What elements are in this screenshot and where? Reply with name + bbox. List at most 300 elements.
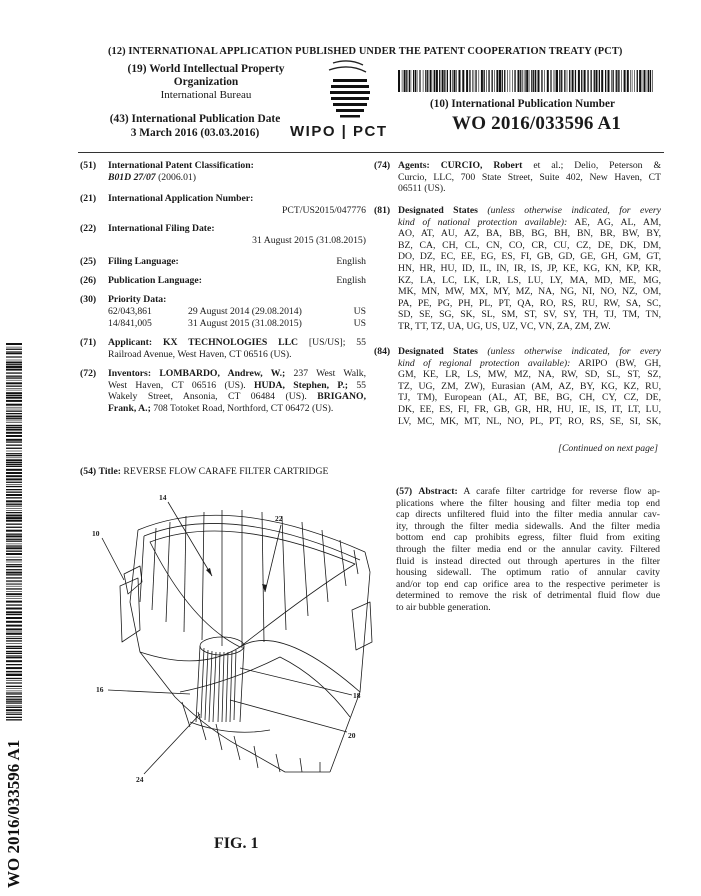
barcode-bar bbox=[6, 469, 22, 471]
barcode-bar bbox=[648, 70, 649, 92]
callout-18: 18 bbox=[353, 691, 361, 700]
wipo-pct-wordmark: WIPO | PCT bbox=[290, 123, 388, 140]
barcode-bar bbox=[6, 506, 22, 507]
barcode-bar bbox=[398, 70, 400, 92]
barcode-bar bbox=[452, 70, 453, 92]
barcode-bar bbox=[581, 70, 582, 92]
state-codes-line: HN, HR, HU, ID, IL, IN, IR, IS, JP, KE, KG, KN, KP, KR, bbox=[398, 262, 661, 274]
barcode-bar bbox=[6, 680, 22, 681]
barcode-bar bbox=[561, 70, 562, 92]
barcode-bar bbox=[439, 70, 440, 92]
barcode-bar bbox=[6, 541, 22, 542]
barcode-bar bbox=[644, 70, 646, 92]
publication-number: WO 2016/033596 A1 bbox=[452, 113, 622, 134]
field-71 bbox=[108, 337, 366, 360]
barcode-bar bbox=[6, 660, 22, 662]
barcode-bar bbox=[6, 564, 22, 565]
barcode-bar bbox=[594, 70, 595, 92]
barcode-bar bbox=[6, 544, 22, 545]
field-51-number: (51) bbox=[80, 160, 97, 171]
barcode-bar bbox=[6, 625, 22, 627]
barcode-bar bbox=[555, 70, 556, 92]
barcode-bar bbox=[627, 70, 629, 92]
barcode-bar bbox=[6, 464, 22, 465]
barcode-bar bbox=[475, 70, 476, 92]
invention-title: REVERSE FLOW CARAFE FILTER CARTRIDGE bbox=[123, 466, 329, 477]
callout-10: 10 bbox=[92, 529, 100, 538]
abstract-line: and/or top end cap orifice area to the respective perimeter is bbox=[396, 578, 660, 590]
state-codes-line: SD, SE, SG, SK, SL, SM, ST, SV, SY, TH, TJ, TM, TN, bbox=[398, 309, 661, 321]
barcode-bar bbox=[6, 692, 22, 693]
barcode-bar bbox=[402, 70, 403, 92]
field-84-note: kind of regional protection available): bbox=[398, 357, 571, 369]
barcode-bar bbox=[6, 640, 22, 641]
barcode-bar bbox=[6, 366, 22, 368]
barcode-bar bbox=[6, 445, 22, 446]
state-codes-line: PA, PE, PG, PH, PL, PT, QA, RO, RS, RU, RW, SA, SC, bbox=[398, 297, 661, 309]
barcode-bar bbox=[6, 435, 22, 437]
application-number: PCT/US2015/047776 bbox=[282, 204, 366, 216]
field-54-number: (54) bbox=[80, 466, 97, 477]
barcode-bar bbox=[6, 691, 22, 692]
field-26-label: Publication Language: bbox=[108, 275, 202, 286]
side-barcode bbox=[6, 343, 22, 721]
field-30 bbox=[108, 294, 366, 330]
barcode-bar bbox=[6, 455, 22, 456]
barcode-bar bbox=[442, 70, 444, 92]
barcode-bar bbox=[6, 608, 22, 610]
right-bibliographic-column bbox=[374, 160, 664, 460]
inventor-name: Frank, A.; bbox=[108, 402, 151, 414]
barcode-bar bbox=[6, 349, 22, 350]
abstract-line: to air bubble generation. bbox=[396, 601, 491, 613]
abstract-line: plications where the filter housing and filter media top end bbox=[396, 497, 660, 509]
barcode-bar bbox=[413, 70, 414, 92]
publication-barcode bbox=[398, 70, 654, 92]
barcode-bar bbox=[444, 70, 445, 92]
field-25-number: (25) bbox=[80, 256, 97, 267]
barcode-bar bbox=[616, 70, 617, 92]
field-57-label: Abstract: bbox=[418, 486, 458, 497]
barcode-bar bbox=[535, 70, 536, 92]
abstract-line: housing sidewall. The optimum ratio of annular cavity bbox=[396, 567, 660, 579]
field-81 bbox=[398, 205, 661, 333]
publication-date: 3 March 2016 (03.03.2016) bbox=[130, 127, 260, 139]
barcode-bar bbox=[425, 70, 426, 92]
barcode-bar bbox=[6, 427, 22, 428]
barcode-bar bbox=[6, 462, 22, 463]
agent-name: CURCIO, Robert bbox=[440, 160, 523, 171]
housing-bottom-curve bbox=[175, 697, 330, 772]
barcode-bar bbox=[533, 70, 534, 92]
barcode-bar bbox=[514, 70, 515, 92]
barcode-bar bbox=[502, 70, 503, 92]
barcode-bar bbox=[6, 411, 22, 412]
barcode-bar bbox=[406, 70, 407, 92]
barcode-bar bbox=[6, 664, 22, 665]
barcode-bar bbox=[6, 380, 22, 381]
barcode-bar bbox=[420, 70, 421, 92]
barcode-bar bbox=[554, 70, 555, 92]
barcode-bar bbox=[619, 70, 620, 92]
barcode-bar bbox=[417, 70, 418, 92]
vertical-publication-number-text: WO 2016/033596 A1 bbox=[4, 739, 23, 888]
state-codes-line: AE, AG, AL, AM, bbox=[574, 216, 662, 228]
barcode-bar bbox=[447, 70, 448, 92]
barcode-bar bbox=[6, 598, 22, 599]
barcode-bar bbox=[415, 70, 416, 92]
region-codes-line: ARIPO (BW, GH, bbox=[578, 357, 661, 369]
barcode-bar bbox=[6, 701, 22, 702]
publication-date-block bbox=[100, 112, 290, 140]
barcode-bar bbox=[567, 70, 568, 92]
field-26-number: (26) bbox=[80, 275, 97, 286]
state-codes-line: DO, DZ, EC, EE, EG, ES, FI, GB, GD, GE, GH, GM, GT, bbox=[398, 251, 661, 263]
barcode-bar bbox=[494, 70, 495, 92]
barcode-bar bbox=[6, 699, 22, 700]
barcode-bar bbox=[6, 559, 22, 560]
barcode-bar bbox=[550, 70, 551, 92]
field-54-label: Title: bbox=[98, 466, 121, 477]
barcode-bar bbox=[632, 70, 633, 92]
barcode-bar bbox=[6, 520, 22, 522]
barcode-bar bbox=[6, 390, 22, 391]
vertical-publication-number bbox=[1, 730, 25, 890]
barcode-bar bbox=[6, 441, 22, 442]
barcode-bar bbox=[605, 70, 606, 92]
barcode-bar bbox=[6, 404, 22, 406]
state-codes-line: MK, MN, MW, MX, MY, MZ, NA, NG, NI, NO, NZ, OM, bbox=[398, 286, 661, 298]
barcode-bar bbox=[6, 551, 22, 552]
barcode-bar bbox=[6, 574, 22, 575]
inventor-address: 55 bbox=[356, 379, 366, 391]
barcode-bar bbox=[524, 70, 525, 92]
barcode-bar bbox=[6, 591, 22, 592]
priority-date: 29 August 2014 (29.08.2014) bbox=[188, 305, 302, 317]
barcode-bar bbox=[531, 70, 532, 92]
barcode-bar bbox=[6, 586, 22, 587]
barcode-bar bbox=[6, 696, 22, 697]
barcode-bar bbox=[6, 673, 22, 674]
barcode-bar bbox=[507, 70, 508, 92]
barcode-bar bbox=[587, 70, 588, 92]
barcode-bar bbox=[512, 70, 513, 92]
barcode-bar bbox=[6, 717, 22, 718]
barcode-bar bbox=[6, 643, 22, 644]
barcode-bar bbox=[454, 70, 456, 92]
field-51 bbox=[108, 160, 366, 183]
abstract-line: through the filter media end or the annular cavity. Filtered bbox=[396, 543, 660, 555]
publication-number-label: (10) International Publication Number bbox=[430, 98, 615, 110]
barcode-bar bbox=[6, 425, 22, 426]
barcode-bar bbox=[6, 651, 22, 652]
barcode-bar bbox=[6, 482, 22, 483]
barcode-bar bbox=[6, 583, 22, 584]
barcode-bar bbox=[436, 70, 438, 92]
barcode-bar bbox=[634, 70, 635, 92]
document-kind-title: (12) INTERNATIONAL APPLICATION PUBLISHED UNDER THE PATENT COOPERATION TREATY (PCT) bbox=[108, 46, 623, 57]
barcode-bar bbox=[6, 458, 22, 459]
barcode-bar bbox=[430, 70, 432, 92]
barcode-bar bbox=[450, 70, 451, 92]
barcode-bar bbox=[544, 70, 545, 92]
barcode-bar bbox=[504, 70, 505, 92]
abstract-block bbox=[396, 486, 660, 614]
barcode-bar bbox=[6, 580, 22, 581]
barcode-bar bbox=[6, 448, 22, 449]
barcode-bar bbox=[6, 360, 22, 361]
barcode-bar bbox=[526, 70, 528, 92]
barcode-bar bbox=[474, 70, 475, 92]
barcode-bar bbox=[499, 70, 501, 92]
agent-address: 06511 (US). bbox=[398, 183, 446, 195]
barcode-bar bbox=[564, 70, 565, 92]
field-72 bbox=[108, 368, 366, 414]
field-30-label: Priority Data: bbox=[108, 294, 167, 305]
barcode-bar bbox=[624, 70, 626, 92]
barcode-bar bbox=[518, 70, 520, 92]
field-84-label: Designated States bbox=[398, 346, 478, 357]
barcode-bar bbox=[6, 524, 22, 525]
barcode-bar bbox=[621, 70, 622, 92]
callout-16: 16 bbox=[96, 685, 104, 694]
barcode-bar bbox=[6, 614, 22, 615]
cavity-wall bbox=[140, 640, 360, 692]
inventor-address: Wakely Street, Ansonia, CT 06484 (US). bbox=[108, 391, 307, 403]
barcode-bar bbox=[6, 416, 22, 418]
figure-1-drawing bbox=[80, 482, 380, 822]
barcode-bar bbox=[6, 621, 22, 623]
barcode-bar bbox=[599, 70, 600, 92]
field-22-label: International Filing Date: bbox=[108, 223, 215, 234]
abstract-line: A carafe filter cartridge for reverse flow ap- bbox=[463, 486, 661, 497]
barcode-bar bbox=[6, 392, 22, 394]
field-21 bbox=[108, 193, 366, 216]
barcode-bar bbox=[6, 413, 22, 414]
applicant-name: KX TECHNOLOGIES LLC bbox=[162, 337, 299, 348]
priority-row bbox=[108, 306, 366, 318]
barcode-bar bbox=[6, 683, 22, 684]
barcode-bar bbox=[6, 489, 22, 490]
barcode-bar bbox=[6, 453, 22, 454]
barcode-bar bbox=[608, 70, 610, 92]
barcode-bar bbox=[520, 70, 521, 92]
barcode-bar bbox=[6, 527, 22, 528]
barcode-bar bbox=[6, 611, 22, 613]
barcode-bar bbox=[6, 432, 22, 434]
barcode-bar bbox=[578, 70, 580, 92]
barcode-bar bbox=[6, 422, 22, 423]
inventor-name: BRIGANO, bbox=[317, 391, 366, 403]
continued-note: [Continued on next page] bbox=[558, 443, 658, 454]
barcode-bar bbox=[522, 70, 523, 92]
barcode-bar bbox=[423, 70, 424, 92]
org-name-line1: World Intellectual Property bbox=[149, 63, 285, 75]
field-21-label: International Application Number: bbox=[108, 193, 254, 204]
barcode-bar bbox=[6, 682, 22, 683]
barcode-bar bbox=[6, 719, 22, 720]
barcode-bar bbox=[6, 510, 22, 511]
left-bibliographic-column bbox=[80, 160, 366, 460]
barcode-bar bbox=[601, 70, 603, 92]
barcode-bar bbox=[6, 517, 22, 519]
barcode-bar bbox=[6, 566, 22, 567]
field-72-number: (72) bbox=[80, 368, 97, 379]
field-51-label: International Patent Classification: bbox=[108, 160, 254, 171]
priority-country: US bbox=[353, 305, 366, 317]
field-81-note: (unless otherwise indicated, for every bbox=[487, 205, 661, 216]
field-57-number: (57) bbox=[396, 486, 413, 497]
barcode-bar bbox=[618, 70, 619, 92]
field-21-number: (21) bbox=[80, 193, 97, 204]
priority-app-number: 62/043,861 bbox=[108, 305, 152, 317]
barcode-bar bbox=[6, 421, 22, 422]
barcode-bar bbox=[584, 70, 586, 92]
abstract-line: ity, through the filter media sidewalls. And the filter media bbox=[396, 520, 660, 532]
barcode-bar bbox=[6, 535, 22, 537]
barcode-bar bbox=[6, 569, 22, 570]
barcode-bar bbox=[6, 376, 22, 377]
barcode-bar bbox=[6, 656, 22, 658]
barcode-bar bbox=[6, 628, 22, 630]
barcode-bar bbox=[6, 478, 22, 480]
housing-left-wall bbox=[130, 530, 175, 697]
ipc-code: B01D 27/07 bbox=[108, 171, 156, 183]
barcode-bar bbox=[6, 508, 22, 509]
barcode-bar bbox=[6, 667, 22, 669]
barcode-bar bbox=[409, 70, 410, 92]
barcode-bar bbox=[6, 572, 22, 574]
field-81-number: (81) bbox=[374, 205, 391, 216]
field-84-note: (unless otherwise indicated, for every bbox=[487, 346, 661, 357]
inventor-address: 708 Totoket Road, Northford, CT 06472 (US). bbox=[153, 402, 334, 414]
barcode-bar bbox=[6, 356, 22, 357]
barcode-bar bbox=[538, 70, 540, 92]
barcode-bar bbox=[6, 534, 22, 535]
state-codes-line: TR, TT, TZ, UA, UG, US, UZ, VC, VN, ZA, ZM, ZW. bbox=[398, 320, 611, 332]
barcode-bar bbox=[6, 707, 22, 708]
figure-label: FIG. 1 bbox=[214, 835, 259, 852]
region-codes-line: TJ, TM), European (AL, AT, BE, BG, CH, CY, CZ, DE, bbox=[398, 392, 661, 404]
barcode-bar bbox=[472, 70, 473, 92]
barcode-bar bbox=[6, 512, 22, 513]
leader-14 bbox=[168, 502, 212, 576]
side-rib bbox=[352, 602, 372, 650]
leader-22 bbox=[265, 525, 281, 592]
field-74-label: Agents: bbox=[398, 160, 430, 171]
barcode-bar bbox=[433, 70, 434, 92]
barcode-bar bbox=[6, 646, 22, 647]
barcode-bar bbox=[6, 577, 22, 578]
barcode-bar bbox=[6, 418, 22, 419]
barcode-bar bbox=[6, 357, 22, 358]
leader-10 bbox=[102, 538, 124, 580]
inventor-name: LOMBARDO, Andrew, W.; bbox=[159, 368, 286, 379]
barcode-bar bbox=[6, 500, 22, 502]
barcode-bar bbox=[484, 70, 485, 92]
barcode-bar bbox=[6, 601, 22, 603]
field-71-label: Applicant: bbox=[108, 337, 153, 348]
barcode-bar bbox=[559, 70, 560, 92]
agent-address: et al.; Delio, Peterson & bbox=[533, 160, 661, 171]
barcode-bar bbox=[639, 70, 641, 92]
callout-14: 14 bbox=[159, 493, 167, 502]
org-name-line2: Organization bbox=[173, 76, 239, 88]
field-22-number: (22) bbox=[80, 223, 97, 234]
inventor-address: 237 West Walk, bbox=[293, 368, 367, 379]
housing-flutes bbox=[140, 510, 358, 772]
barcode-bar bbox=[6, 547, 22, 549]
barcode-bar bbox=[6, 362, 22, 364]
field-84-number: (84) bbox=[374, 346, 391, 357]
barcode-bar bbox=[496, 70, 498, 92]
barcode-bar bbox=[591, 70, 592, 92]
barcode-bar bbox=[652, 70, 653, 92]
callout-20: 20 bbox=[348, 731, 356, 740]
barcode-bar bbox=[642, 70, 643, 92]
leader-16 bbox=[108, 690, 190, 694]
priority-app-number: 14/841,005 bbox=[108, 317, 152, 329]
barcode-bar bbox=[556, 70, 558, 92]
barcode-bar bbox=[575, 70, 576, 92]
field-71-number: (71) bbox=[80, 337, 97, 348]
barcode-bar bbox=[6, 674, 22, 676]
organization-block bbox=[106, 63, 306, 102]
barcode-bar bbox=[6, 497, 22, 498]
callout-24: 24 bbox=[136, 775, 144, 784]
abstract-line: fluid is instead directed out through apertures in the filter bbox=[396, 555, 660, 567]
field-25 bbox=[108, 256, 366, 268]
barcode-bar bbox=[404, 70, 406, 92]
barcode-bar bbox=[6, 636, 22, 637]
barcode-bar bbox=[6, 397, 22, 399]
barcode-bar bbox=[6, 409, 22, 410]
barcode-bar bbox=[647, 70, 648, 92]
housing-top-rim-inner bbox=[144, 523, 360, 560]
barcode-bar bbox=[551, 70, 552, 92]
barcode-bar bbox=[6, 429, 22, 431]
barcode-bar bbox=[510, 70, 511, 92]
barcode-bar bbox=[6, 702, 22, 703]
barcode-bar bbox=[569, 70, 570, 92]
barcode-bar bbox=[572, 70, 574, 92]
region-codes-line: DK, EE, ES, FI, FR, GB, GR, HR, HU, IE, IS, IT, LT, LU, bbox=[398, 403, 661, 415]
barcode-bar bbox=[6, 638, 22, 639]
barcode-bar bbox=[6, 604, 22, 605]
field-74 bbox=[398, 160, 661, 195]
barcode-bar bbox=[6, 503, 22, 504]
barcode-bar bbox=[459, 70, 461, 92]
barcode-bar bbox=[525, 70, 526, 92]
barcode-bar bbox=[434, 70, 435, 92]
bureau-name: International Bureau bbox=[160, 89, 252, 101]
barcode-bar bbox=[6, 671, 22, 672]
publication-language: English bbox=[336, 275, 366, 286]
barcode-bar bbox=[6, 386, 22, 387]
field-26 bbox=[108, 275, 366, 287]
filing-date: 31 August 2015 (31.08.2015) bbox=[252, 234, 366, 246]
priority-country: US bbox=[353, 317, 366, 329]
barcode-bar bbox=[6, 395, 22, 396]
barcode-bar bbox=[6, 714, 22, 715]
barcode-bar bbox=[486, 70, 487, 92]
barcode-bar bbox=[6, 494, 22, 496]
barcode-bar bbox=[547, 70, 549, 92]
abstract-line: determined to remove the risk of detrimental fluid flow due bbox=[396, 590, 660, 602]
ipc-code-date: (2006.01) bbox=[158, 171, 196, 183]
barcode-bar bbox=[6, 678, 22, 679]
media-pleats bbox=[201, 648, 236, 722]
